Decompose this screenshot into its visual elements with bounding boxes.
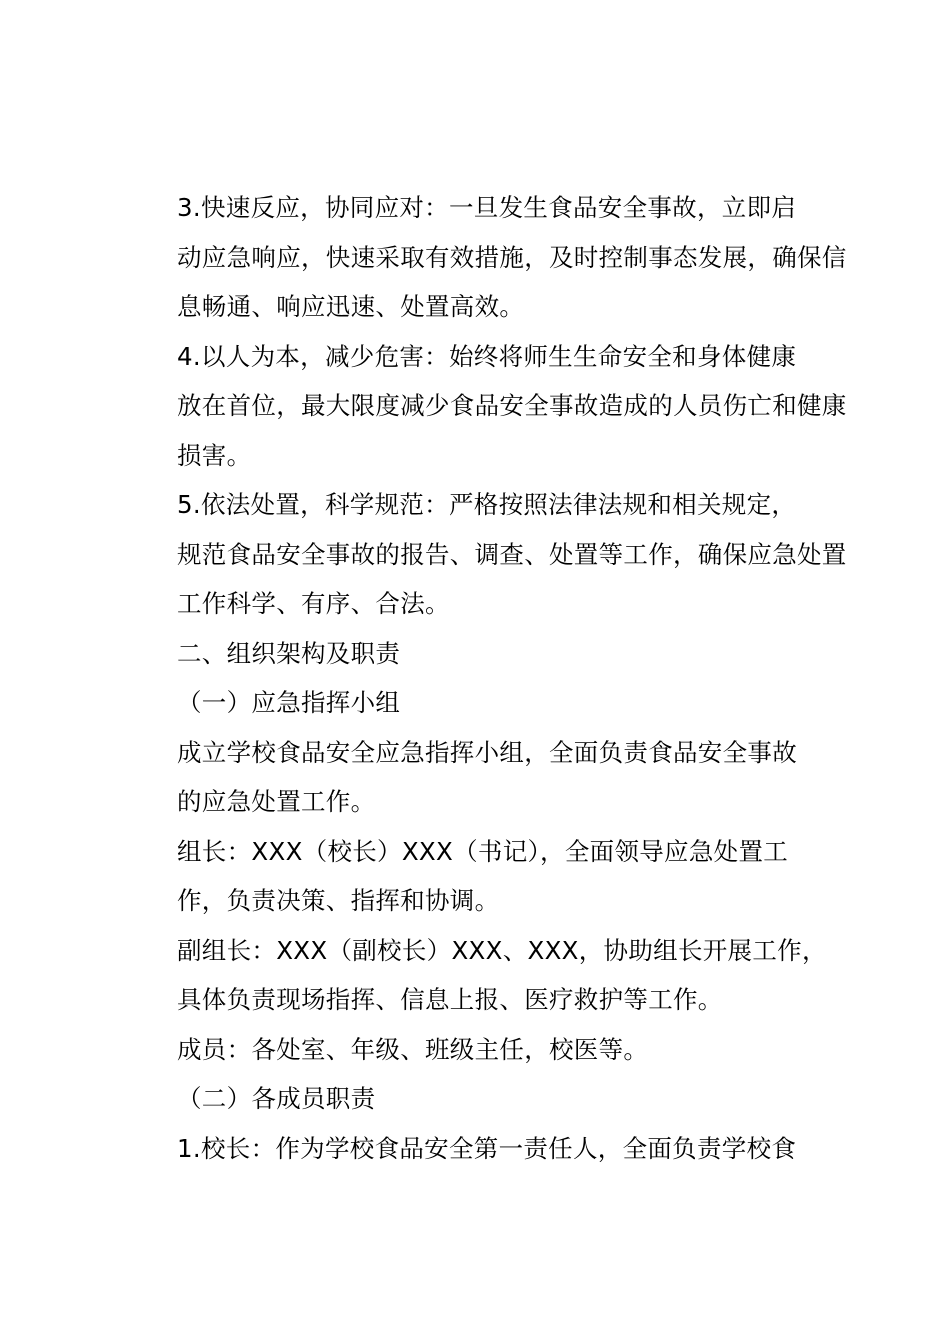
text-line: 成立学校食品安全应急指挥小组，全面负责食品安全事故	[177, 737, 797, 767]
text-line: 3.快速反应，协同应对：一旦发生食品安全事故，立即启	[177, 193, 797, 222]
text-line: 放在首位，最大限度减少食品安全事故造成的人员伤亡和健康	[177, 391, 847, 420]
text-line: 作，负责决策、指挥和协调。	[177, 886, 500, 915]
heading-text: （一）应急指挥小组	[177, 688, 401, 717]
text-line: 副组长：XXX（副校长）XXX、XXX，协助组长开展工作，	[177, 935, 827, 965]
text-line: 4.以人为本，减少危害：始终将师生生命安全和身体健康	[177, 341, 797, 371]
text-line: 组长：XXX（校长）XXX（书记），全面领导应急处置工	[177, 836, 789, 866]
text-line: 的应急处置工作。	[177, 787, 376, 816]
subsection-heading-member-duties	[128, 1074, 833, 1124]
text-line: 成员：各处室、年级、班级主任，校医等。	[177, 1034, 649, 1064]
text-line: 工作科学、有序、合法。	[177, 589, 450, 618]
text-line: 损害。	[177, 440, 252, 470]
paragraph-members	[128, 1025, 833, 1075]
paragraph-group-leader	[128, 827, 833, 926]
heading-text: 二、组织架构及职责	[177, 638, 401, 668]
paragraph-command-group-intro	[128, 728, 833, 827]
text-line: 具体负责现场指挥、信息上报、医疗救护等工作。	[177, 985, 723, 1014]
section-heading-organization	[128, 629, 833, 679]
heading-text: （二）各成员职责	[177, 1084, 376, 1113]
text-line: 息畅通、响应迅速、处置高效。	[177, 292, 525, 321]
subsection-heading-command-group	[128, 678, 833, 728]
text-line: 规范食品安全事故的报告、调查、处置等工作，确保应急处置	[177, 539, 847, 569]
paragraph-deputy-leader	[128, 926, 833, 1025]
text-line: 1.校长：作为学校食品安全第一责任人，全面负责学校食	[177, 1133, 797, 1163]
paragraph-principle-4	[128, 332, 847, 481]
document-body	[128, 183, 847, 1173]
paragraph-duty-principal	[128, 1124, 833, 1174]
text-line: 动应急响应，快速采取有效措施，及时控制事态发展，确保信	[177, 242, 847, 272]
paragraph-principle-3	[128, 183, 847, 332]
text-line: 5.依法处置，科学规范：严格按照法律法规和相关规定，	[177, 490, 797, 519]
paragraph-principle-5	[128, 480, 847, 629]
